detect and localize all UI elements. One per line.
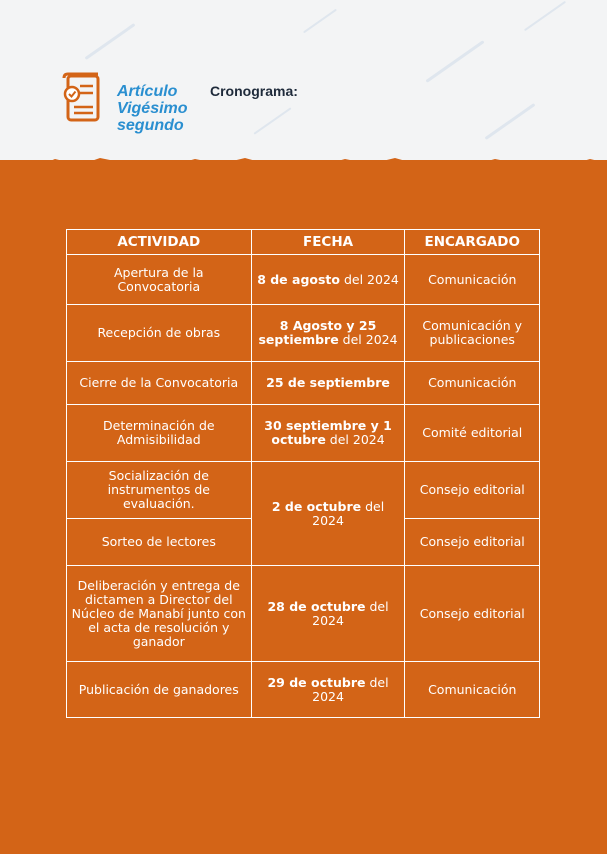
table-row <box>67 566 540 662</box>
schedule-table <box>66 229 540 718</box>
header-responsible: ENCARGADO <box>405 230 540 255</box>
responsible-cell: Consejo editorial <box>405 519 540 566</box>
table-row <box>67 362 540 405</box>
date-cell: 30 septiembre y 1 octubre del 2024 <box>251 405 405 462</box>
date-cell: 8 de agosto del 2024 <box>251 255 405 305</box>
table-row <box>67 255 540 305</box>
table-header-row <box>67 230 540 255</box>
activity-cell: Recepción de obras <box>67 305 252 362</box>
document-seal-icon <box>60 72 106 126</box>
article-title <box>117 83 188 134</box>
responsible-cell: Comunicación y publicaciones <box>405 305 540 362</box>
activity-cell: Deliberación y entrega de dictamen a Director del Núcleo de Manabí junto con el acta de resolución y ganador <box>67 566 252 662</box>
responsible-cell: Consejo editorial <box>405 566 540 662</box>
responsible-cell: Comité editorial <box>405 405 540 462</box>
activity-cell: Publicación de ganadores <box>67 662 252 718</box>
date-cell: 25 de septiembre <box>251 362 405 405</box>
title-line-3: segundo <box>117 117 184 134</box>
activity-cell: Apertura de la Convocatoria <box>67 255 252 305</box>
responsible-cell: Consejo editorial <box>405 462 540 519</box>
table-row <box>67 405 540 462</box>
title-line-1: Artículo <box>117 83 178 100</box>
header-activity: ACTIVIDAD <box>67 230 252 255</box>
responsible-cell: Comunicación <box>405 362 540 405</box>
responsible-cell: Comunicación <box>405 662 540 718</box>
date-cell: 29 de octubre del 2024 <box>251 662 405 718</box>
date-cell: 8 Agosto y 25 septiembre del 2024 <box>251 305 405 362</box>
activity-cell: Socialización de instrumentos de evaluación. <box>67 462 252 519</box>
activity-cell: Sorteo de lectores <box>67 519 252 566</box>
activity-cell: Cierre de la Convocatoria <box>67 362 252 405</box>
responsible-cell: Comunicación <box>405 255 540 305</box>
activity-cell: Determinación de Admisibilidad <box>67 405 252 462</box>
title-line-2: Vigésimo <box>117 100 188 117</box>
schedule-heading: Cronograma: <box>210 83 298 99</box>
table-row <box>67 662 540 718</box>
header-date: FECHA <box>251 230 405 255</box>
date-cell: 2 de octubre del 2024 <box>251 462 405 566</box>
table-row <box>67 462 540 519</box>
date-cell: 28 de octubre del 2024 <box>251 566 405 662</box>
table-row <box>67 305 540 362</box>
